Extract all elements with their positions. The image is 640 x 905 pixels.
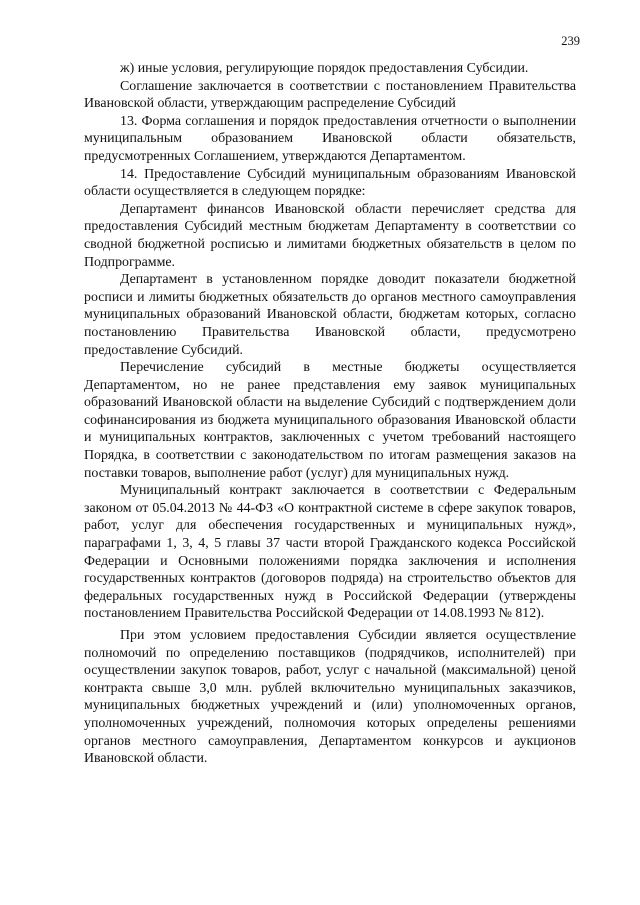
paragraph-item-zh: ж) иные условия, регулирующие порядок предоставления Субсидии. [120, 61, 529, 76]
paragraph-agreement: Соглашение заключается в соответствии с постановлением Правительства Ивановской области, утверждающим распределение Субсидий [84, 78, 576, 112]
paragraph-14: 14. Предоставление Субсидий муниципальным образованиям Ивановской области осуществляется в следующем порядке: [84, 166, 576, 200]
paragraph-municipal-contract: Муниципальный контракт заключается в соответствии с Федеральным законом от 05.04.2013 № 44-ФЗ «О контрактной системе в сфере закупок товаров, работ, услуг для обеспечения государственных и муниципальных нужд», параграфами 1, 3, 4, 5 главы 37 части второй Гражданского кодекса Российской Федерации и Основными положениями порядка заключения и исполнения государственных контрактов (договоров подряда) на строительство объектов для федеральных государственных нужд в Российской Федерации (утверждены постановлением Правительства Российской Федерации от 14.08.1993 № 812). [84, 483, 576, 622]
paragraph-department-limits: Департамент в установленном порядке доводит показатели бюджетной росписи и лимиты бюджетных обязательств до органов местного самоуправления муниципальных образований Ивановской области, бюджетам которых, согласно постановлению Правительства Ивановской области, предусмотрено предоставление Субсидий. [84, 272, 576, 358]
paragraph-13: 13. Форма соглашения и порядок предоставления отчетности о выполнении муниципальным образованием Ивановской области обязательств, предусмотренных Соглашением, утверждаются Департаментом. [84, 113, 576, 164]
paragraph-condition: При этом условием предоставления Субсидии является осуществление полномочий по определению поставщиков (подрядчиков, исполнителей) при осуществлении закупок товаров, работ, услуг с начальной (максимальной) ценой контракта свыше 3,0 млн. рублей включительно муниципальных заказчиков, муниципальных бюджетных учреждений и (или) уполномоченных органов, уполномоченных учреждений, полномочия которых определены решениями органов местного самоуправления, Департаментом конкурсов и аукционов Ивановской области. [84, 628, 576, 767]
document-body [84, 60, 576, 768]
paragraph-transfer: Перечисление субсидий в местные бюджеты осуществляется Департаментом, но не ранее представления ему заявок муниципальных образований Ивановской области на выделение Субсидий с подтверждением доли софинансирования из бюджета муниципального образования Ивановской области и муниципальных контрактов, заключенных с учетом требований настоящего Порядка, в соответствии с законодательством по итогам размещения заказов на поставки товаров, выполнение работ (услуг) для муниципальных нужд. [84, 360, 576, 481]
paragraph-finance-department: Департамент финансов Ивановской области перечисляет средства для предоставления Субсидий местным бюджетам Департаменту в соответствии со сводной бюджетной росписью и лимитами бюджетных обязательств в целом по Подпрограмме. [84, 201, 576, 270]
page-number: 239 [561, 34, 580, 48]
